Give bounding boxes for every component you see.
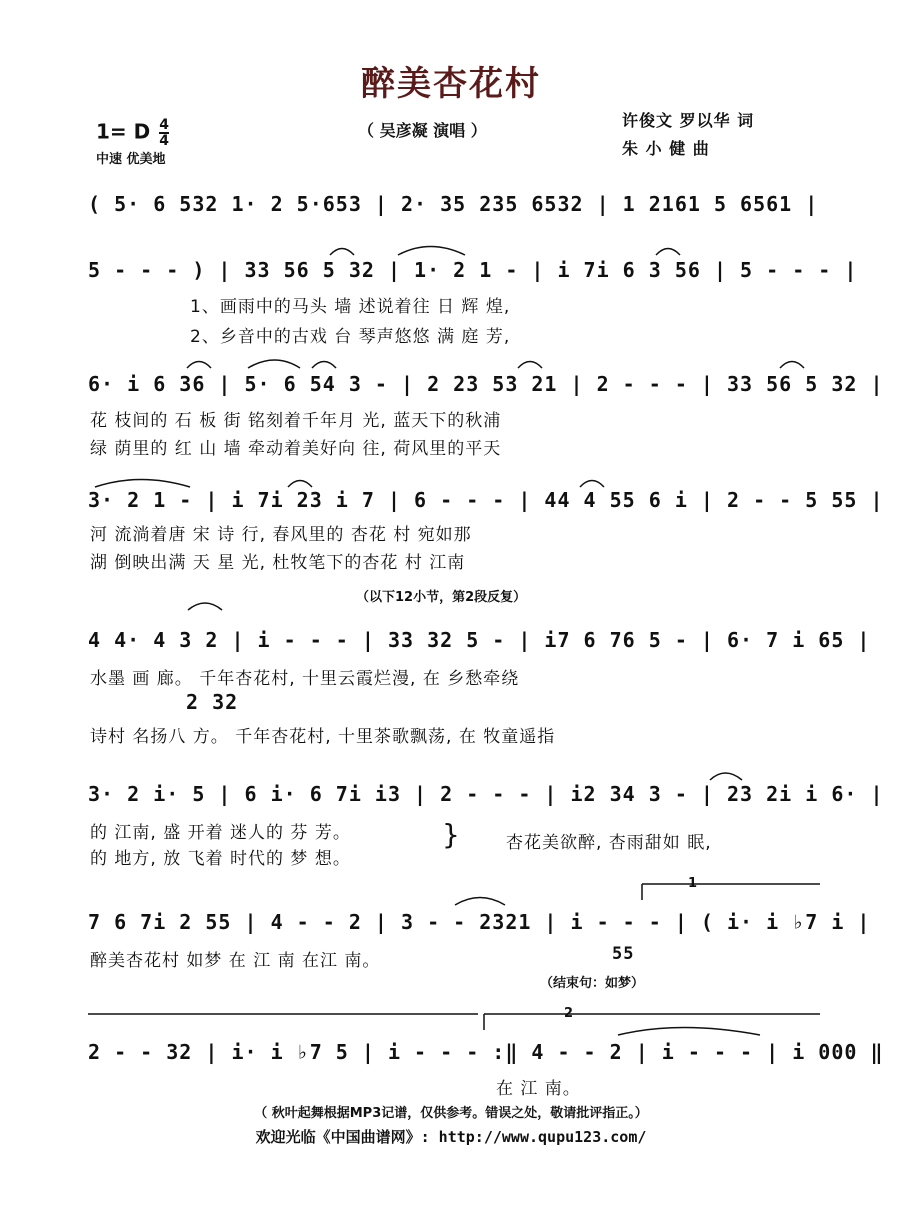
ending-notes: 55 [612,944,635,964]
lyricist-credit: 许俊文 罗以华 词 [622,111,755,130]
lyric-line: 醉美杏花村 如梦 在 江 南 在江 南。 [90,951,381,971]
repeat-note: （以下12小节，第2段反复） [356,590,527,605]
key-label: 1= D [96,119,151,144]
lyric-line: 的 江南, 盛 开着 迷人的 芬 芳。 [90,823,351,843]
lyric-line: 花 枝间的 石 板 街 铭刻着千年月 光, 蓝天下的秋浦 [90,411,502,431]
music-row-1: ( 5· 6 532 1· 2 5·653 | 2· 35 235 6532 | 1 2161 5 6561 | [88,192,819,216]
lyric-line: 绿 荫里的 红 山 墙 牵动着美好向 往, 荷风里的平天 [90,439,502,459]
lyric-line: 河 流淌着唐 宋 诗 行, 春风里的 杏花 村 宛如那 [90,525,472,545]
lyric-line: 水墨 画 廊。 千年杏花村, 十里云霞烂漫, 在 乡愁牵绕 [90,669,520,689]
music-row-6: 3· 2 i· 5 | 6 i· 6 7i i3 | 2 - - - | i2 34 3 - | 23 2i i 6· | [88,782,884,806]
music-row-4: 3· 2 1 - | i 7i 23 i 7 | 6 - - - | 44 4 55 6 i | 2 - - 5 55 | [88,488,884,512]
ending-note: （结束句：如梦） [540,976,645,991]
final-lyric: 在 江 南。 [496,1079,581,1099]
music-row-7: 7 6 7i 2 55 | 4 - - 2 | 3 - - 2321 | i - - - | ( i· i ♭7 i | [88,910,871,934]
refrain-lyric: 杏花美欲醉, 杏雨甜如 眠, [506,833,712,853]
volta-1-label: 1 [688,876,698,891]
inline-notes: 2 32 [186,690,239,714]
lyric-line: 1、画雨中的马头 墙 述说着往 日 辉 煌, [190,297,511,317]
time-bottom: 4 [159,133,169,149]
time-signature [159,118,169,148]
music-row-5: 4 4· 4 3 2 | i - - - | 33 32 5 - | i7 6 76 5 - | 6· 7 i 65 | [88,628,871,652]
time-top: 4 [159,117,169,133]
song-title: 醉美杏花村 [361,64,541,104]
lyric-line: 湖 倒映出满 天 星 光, 杜牧笔下的杏花 村 江南 [90,553,466,573]
key-signature [96,118,169,148]
volta-2-label: 2 [564,1006,574,1021]
singer-credit: （ 吴彦凝 演唱 ） [358,121,487,140]
tempo-marking: 中速 优美地 [96,152,166,167]
composer-credit: 朱 小 健 曲 [622,139,710,158]
lyric-line: 的 地方, 放 飞着 时代的 梦 想。 [90,849,351,869]
lyric-line: 2、乡音中的古戏 台 琴声悠悠 满 庭 芳, [190,327,511,347]
lyric-line: 诗村 名扬八 方。 千年杏花村, 十里茶歌飘荡, 在 牧童遥指 [90,727,556,747]
footer-site-link[interactable]: 欢迎光临《中国曲谱网》: http://www.qupu123.com/ [255,1128,647,1146]
footer-note: （ 秋叶起舞根据MP3记谱，仅供参考。错误之处，敬请批评指正。） [254,1106,648,1121]
brace: } [442,818,460,851]
music-row-2: 5 - - - ) | 33 56 5 32 | 1· 2 1 - | i 7i 6 3 56 | 5 - - - | [88,258,858,282]
music-row-3: 6· i 6 36 | 5· 6 54 3 - | 2 23 53 21 | 2 - - - | 33 56 5 32 | [88,372,884,396]
music-row-8: 2 - - 32 | i· i ♭7 5 | i - - - :‖ 4 - - 2 | i - - - | i 000 ‖ [88,1040,884,1064]
